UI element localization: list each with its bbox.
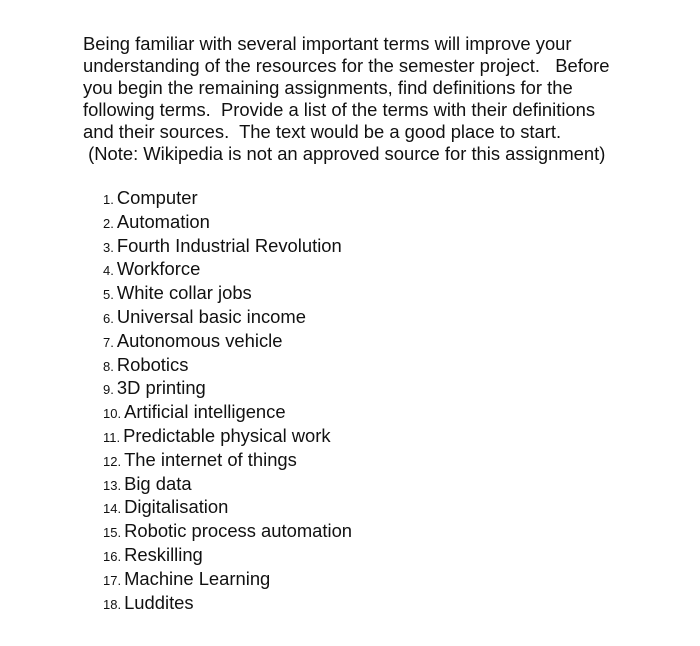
term-label: Workforce — [116, 258, 201, 280]
term-item — [103, 258, 683, 282]
term-number: 5. — [103, 287, 114, 303]
term-label: Automation — [116, 210, 210, 232]
term-item — [103, 425, 683, 449]
term-label: Machine Learning — [124, 567, 271, 589]
term-item — [103, 306, 683, 330]
term-number: 18. — [103, 596, 122, 612]
term-number: 16. — [103, 548, 122, 564]
term-item — [103, 592, 683, 616]
term-number: 9. — [103, 382, 114, 398]
term-label: Digitalisation — [124, 496, 229, 518]
term-number: 1. — [103, 192, 114, 207]
term-item — [103, 235, 683, 259]
instructions-line: following terms. Provide a list of the terms with their definitions — [83, 99, 596, 120]
term-number: 15. — [103, 525, 122, 541]
term-label: Fourth Industrial Revolution — [116, 234, 342, 256]
term-number: 3. — [103, 239, 114, 255]
term-label: Artificial intelligence — [124, 401, 286, 423]
instructions-line: Being familiar with several important terms will improve your — [83, 33, 572, 54]
term-number: 13. — [103, 477, 122, 493]
term-number: 12. — [103, 453, 122, 469]
term-item — [103, 496, 683, 520]
term-label: Computer — [116, 187, 198, 208]
term-number: 2. — [103, 215, 114, 231]
term-item — [103, 330, 683, 354]
instructions-line: you begin the remaining assignments, find definitions for the — [83, 77, 573, 98]
term-number: 8. — [103, 358, 114, 374]
note-line: (Note: Wikipedia is not an approved source for this assignment) — [83, 143, 606, 164]
terms-list — [83, 187, 683, 615]
document-body — [83, 33, 683, 615]
term-item — [103, 282, 683, 306]
term-label: 3D printing — [116, 377, 206, 399]
term-item — [103, 473, 683, 497]
term-label: Universal basic income — [116, 305, 306, 327]
instructions-paragraph — [83, 33, 683, 165]
term-item — [103, 187, 683, 211]
term-item — [103, 354, 683, 378]
term-label: Reskilling — [124, 543, 203, 565]
term-label: The internet of things — [124, 448, 297, 470]
term-number: 11. — [103, 429, 121, 445]
term-item — [103, 377, 683, 401]
term-item — [103, 211, 683, 235]
term-number: 14. — [103, 501, 122, 517]
term-number: 4. — [103, 263, 114, 279]
term-label: Predictable physical work — [123, 424, 331, 446]
term-label: White collar jobs — [116, 282, 252, 304]
term-number: 17. — [103, 572, 122, 588]
term-item — [103, 520, 683, 544]
term-number: 7. — [103, 334, 114, 350]
term-label: Big data — [124, 472, 192, 494]
term-number: 10. — [103, 406, 122, 422]
term-label: Autonomous vehicle — [116, 329, 283, 351]
term-number: 6. — [103, 310, 114, 326]
term-label: Robotic process automation — [124, 520, 353, 542]
term-label: Luddites — [124, 591, 194, 613]
instructions-line: and their sources. The text would be a good place to start. — [83, 121, 562, 142]
instructions-line: understanding of the resources for the semester project. Before — [83, 55, 610, 76]
term-item — [103, 449, 683, 473]
term-item — [103, 568, 683, 592]
term-label: Robotics — [116, 353, 189, 375]
term-item — [103, 544, 683, 568]
term-item — [103, 401, 683, 425]
